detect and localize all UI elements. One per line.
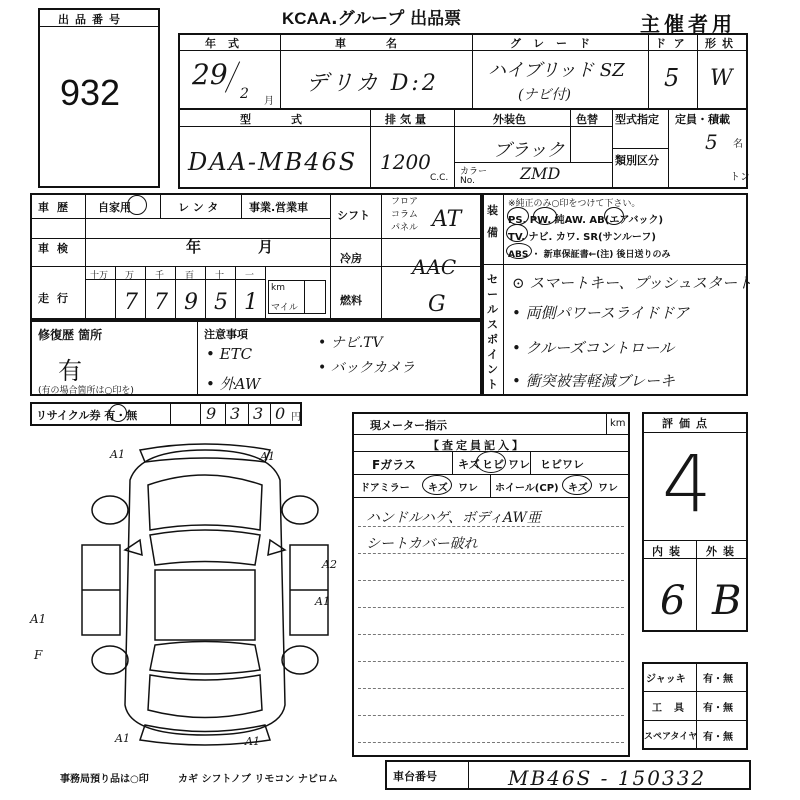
- office-note: 事務局預り品は○印: [60, 774, 149, 785]
- notes-label: 注意事項: [204, 328, 248, 341]
- note-etc-text: ETC: [219, 345, 253, 363]
- shift-value: AT: [432, 207, 462, 232]
- shift-column: コラム: [391, 210, 418, 220]
- mileage-digit-10: 5: [214, 290, 228, 315]
- inspection-month-unit: 月: [258, 238, 274, 256]
- color-label: 外装色: [493, 113, 526, 126]
- damage-mark-front-right: A1: [260, 450, 275, 463]
- organizer-label: 主催者用: [640, 12, 736, 36]
- digit-header-10: 十: [215, 271, 225, 281]
- recycle-digit-4: 0: [275, 404, 286, 423]
- grade-note: (ナビ付): [518, 87, 571, 103]
- year-value: 29: [192, 58, 228, 91]
- brand-logo: KCAA: [282, 9, 332, 28]
- year-label: 年式: [205, 37, 251, 50]
- door-label: ドア: [655, 37, 693, 50]
- damage-mark-left-2: F: [34, 648, 43, 662]
- km-label: km: [271, 283, 285, 293]
- repair-label: 修復歴 箇所: [38, 328, 103, 342]
- digit-header-1: 一: [245, 271, 255, 281]
- recycle-label: リサイクル券 有・無: [36, 409, 138, 422]
- accessory-jack-label: ジャッキ: [646, 674, 686, 685]
- capacity-label: 定員・積載: [675, 113, 730, 126]
- capacity-value: 5: [705, 130, 718, 154]
- note-etc: • ETC: [206, 345, 253, 363]
- rear-window: [150, 642, 260, 675]
- history-option-private: 自家用: [98, 201, 131, 214]
- digit-header-100k: 十万: [90, 271, 109, 281]
- windshield: [150, 530, 260, 565]
- exterior-value: B: [712, 578, 742, 624]
- score-label: 評価点: [662, 417, 713, 430]
- wheel-option-scratch: キズ: [568, 483, 588, 494]
- displacement-label: 排気量: [385, 113, 430, 126]
- fuel-value: G: [428, 292, 446, 317]
- sales-point-4-text: 衝突被害軽減ブレーキ: [525, 372, 676, 390]
- front-left-wheel: [92, 496, 128, 524]
- meter-label: 現メーター指示: [370, 419, 447, 432]
- chassis-value: MB46S - 150332: [508, 766, 707, 790]
- appraisal-section-label: 【査定員記入】: [428, 439, 526, 452]
- accessory-spare-value: 有・無: [703, 732, 733, 743]
- sales-point-1: ⊙ スマートキー、プッシュスタート: [512, 274, 753, 292]
- make-value: デリカ D:2: [306, 71, 439, 96]
- equipment-line2: TV. ナビ. カワ. SR(サンルーフ): [508, 232, 656, 243]
- history-option-rental: レンタ: [178, 201, 223, 214]
- glass-option-crack: ヒビ: [482, 458, 504, 471]
- repair-value: 有: [58, 357, 82, 385]
- note-aw: • 外AW: [206, 375, 261, 393]
- glass-extra: ヒビワレ: [540, 458, 584, 471]
- chassis-label: 車台番号: [393, 770, 437, 783]
- lot-number-label: 出品番号: [58, 13, 126, 26]
- capacity-unit: 名: [733, 139, 743, 150]
- glass-option-scratch: キズ: [458, 458, 480, 471]
- glass-option-ware: ワレ: [508, 458, 530, 471]
- cc-unit: C.C.: [430, 173, 449, 183]
- ton-unit: トン: [730, 172, 750, 183]
- color-no-value: ZMD: [520, 164, 561, 183]
- mile-label: マイル: [271, 303, 298, 313]
- ac-value: AAC: [412, 255, 457, 279]
- left-mirror: [125, 540, 142, 555]
- damage-mark-right-side: A2: [322, 558, 337, 571]
- accessory-jack-value: 有・無: [703, 674, 733, 685]
- sales-point-1-text: スマートキー、プッシュスタート: [529, 274, 753, 292]
- mileage-label: 走行: [38, 292, 76, 305]
- sales-point-3: • クルーズコントロール: [512, 339, 675, 357]
- note-camera: • バックカメラ: [318, 360, 415, 376]
- digit-header-100: 百: [185, 271, 195, 281]
- make-label: 車名: [335, 37, 437, 50]
- mileage-digit-100: 9: [184, 290, 198, 315]
- type-designation-label: 型式指定: [615, 113, 659, 126]
- accessory-tool-label: 工具: [652, 703, 696, 714]
- repair-note: (有の場合箇所は○印を): [38, 386, 134, 396]
- front-hood: [148, 475, 262, 530]
- recycle-digit-3: 3: [253, 404, 264, 423]
- wheel-option-crack: ワレ: [598, 483, 618, 494]
- equipment-note: ※純正のみ○印をつけて下さい。: [508, 199, 641, 209]
- shift-panel: パネル: [391, 223, 419, 233]
- month-value: 2: [240, 86, 249, 102]
- model-value: DAA-MB46S: [188, 148, 358, 176]
- color-value: ブラック: [493, 140, 565, 161]
- accessory-spare-label: スペアタイヤ: [644, 732, 698, 742]
- wheel-label: ホイール(CP): [495, 483, 559, 494]
- rear-left-wheel: [92, 646, 128, 674]
- sales-point-2-text: 両側パワースライドドア: [525, 304, 689, 322]
- displacement-value: 1200: [380, 150, 431, 174]
- score-value: 4: [662, 440, 712, 530]
- grade-label: グレード: [510, 37, 602, 50]
- note-nav: • ナビ.TV: [318, 335, 383, 351]
- front-right-wheel: [282, 496, 318, 524]
- category-label: 類別区分: [615, 154, 659, 167]
- fuel-label: 燃料: [340, 294, 362, 307]
- mirror-label: ドアミラー: [360, 483, 410, 494]
- inspection-label: 車検: [38, 242, 76, 255]
- recycle-unit: 円: [291, 412, 301, 423]
- mirror-option-scratch: キズ: [428, 483, 448, 494]
- equipment-label: 装備: [487, 204, 498, 239]
- sales-point-4: • 衝突被害軽減ブレーキ: [512, 372, 676, 390]
- remark-2: シートカバー破れ: [366, 536, 478, 552]
- damage-mark-rear-right: A1: [245, 735, 260, 748]
- digit-header-10k: 万: [125, 271, 135, 281]
- digit-header-1k: 千: [155, 271, 165, 281]
- glass-label: Fガラス: [372, 458, 416, 472]
- form-title: [282, 4, 461, 29]
- interior-label: 内装: [652, 545, 686, 558]
- front-bumper: [140, 444, 270, 462]
- mirror-option-crack: ワレ: [458, 483, 478, 494]
- recycle-digit-2: 3: [230, 404, 241, 423]
- color-no-label: カラーNo.: [460, 167, 488, 186]
- form-title-text: .グループ 出品票: [331, 9, 462, 29]
- mileage-digit-10k: 7: [124, 290, 138, 315]
- sales-points-label: セールスポイント: [487, 273, 498, 391]
- shift-label: シフト: [337, 209, 370, 222]
- recycle-digit-1: 9: [206, 404, 217, 423]
- note-camera-text: バックカメラ: [330, 360, 415, 376]
- sales-point-2: • 両側パワースライドドア: [512, 304, 689, 322]
- equipment-line3: ABS ・ 新車保証書←(注) 後日送りのみ: [508, 250, 671, 260]
- damage-mark-right-door: A1: [315, 595, 330, 608]
- remark-1: ハンドルハゲ、ボディAW亜: [366, 510, 541, 526]
- equipment-line1: PS. PW. 純AW. AB(エアバック): [508, 215, 664, 226]
- damage-mark-rear-left: A1: [115, 732, 130, 745]
- damage-mark-left-1: A1: [30, 612, 47, 626]
- shift-floor: フロア: [391, 197, 419, 207]
- shape-value: W: [710, 66, 733, 91]
- sales-point-3-text: クルーズコントロール: [525, 339, 675, 357]
- damage-mark-front-left: A1: [110, 448, 125, 461]
- rear-right-wheel: [282, 646, 318, 674]
- rear-trunk: [148, 675, 262, 718]
- roof: [155, 570, 255, 640]
- note-aw-text: 外AW: [219, 375, 261, 393]
- accessory-tool-value: 有・無: [703, 703, 733, 714]
- mileage-digit-1k: 7: [154, 290, 168, 315]
- office-items: カギ シフトノブ リモコン ナビロム: [178, 774, 338, 785]
- grade-value: ハイブリッド SZ: [488, 60, 625, 81]
- car-damage-diagram: [70, 440, 340, 750]
- history-label: 車歴: [38, 201, 76, 214]
- interior-value: 6: [660, 578, 686, 624]
- note-nav-text: ナビ.TV: [330, 335, 383, 351]
- right-mirror: [268, 540, 285, 555]
- ac-label: 冷房: [340, 252, 362, 265]
- model-label: 型式: [240, 113, 342, 126]
- color-change-label: 色替: [576, 113, 598, 126]
- inspection-year-unit: 年: [186, 238, 202, 256]
- meter-km-unit: km: [610, 418, 626, 429]
- mileage-digit-1: 1: [244, 290, 258, 315]
- shape-label: 形状: [705, 37, 739, 50]
- exterior-label: 外装: [706, 545, 740, 558]
- history-option-commercial: 事業.営業車: [249, 201, 309, 214]
- door-value: 5: [664, 64, 680, 92]
- lot-number: 932: [60, 72, 121, 113]
- month-unit: 月: [264, 96, 274, 107]
